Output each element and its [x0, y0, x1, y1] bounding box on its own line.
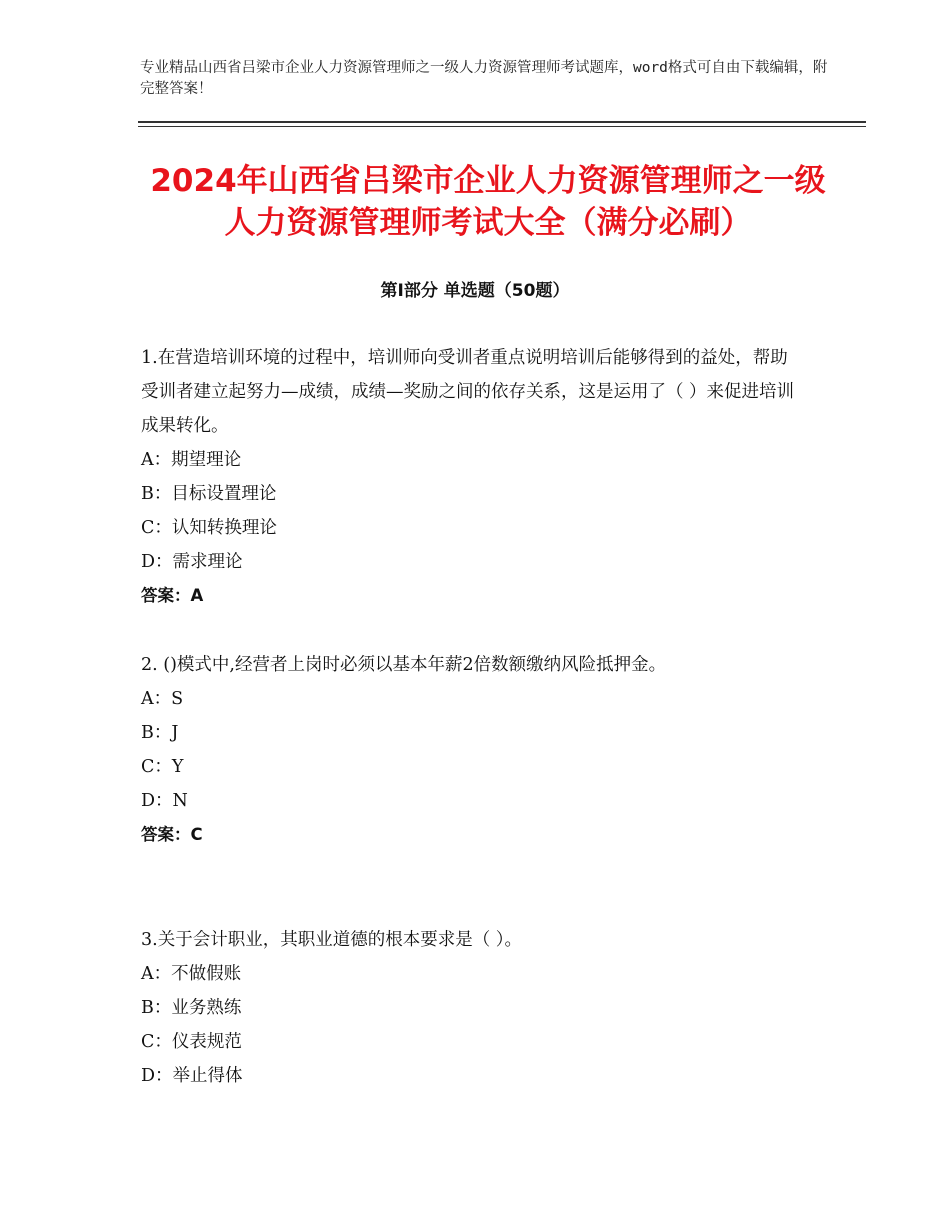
option-b: B：目标设置理论: [141, 484, 277, 504]
header-note: 专业精品山西省吕梁市企业人力资源管理师之一级人力资源管理师考试题库，word格式可自由下载编辑，附完整答案！: [140, 60, 828, 97]
option-c: C：仪表规范: [141, 1032, 242, 1052]
answer: 答案：A: [141, 586, 204, 605]
option-d: D：举止得体: [141, 1066, 243, 1086]
question-3: [141, 923, 801, 1093]
header-divider-thin: [138, 126, 866, 127]
option-d: D：需求理论: [141, 552, 243, 572]
option-b: B：业务熟练: [141, 998, 242, 1018]
section-heading: 第Ⅰ部分 单选题（50题）: [380, 281, 570, 301]
document-title: 2024年山西省吕梁市企业人力资源管理师之一级人力资源管理师考试大全（满分必刷）: [150, 163, 826, 241]
option-c: C：Y: [141, 757, 184, 777]
question-stem: 1.在营造培训环境的过程中，培训师向受训者重点说明培训后能够得到的益处，帮助受训者建立起努力—成绩，成绩—奖励之间的依存关系，这是运用了（ ）来促进培训成果转化。: [141, 348, 795, 436]
question-1: [141, 341, 801, 613]
option-a: A：期望理论: [141, 450, 242, 470]
option-a: A：S: [141, 689, 184, 709]
question-2: [141, 648, 801, 852]
question-stem: 3.关于会计职业，其职业道德的根本要求是（ ）。: [141, 930, 523, 950]
option-a: A：不做假账: [141, 964, 242, 984]
answer: 答案：C: [141, 825, 203, 844]
option-b: B：J: [141, 723, 179, 743]
question-stem: 2. ()模式中,经营者上岗时必须以基本年薪2倍数额缴纳风险抵押金。: [141, 655, 667, 675]
header-divider-thick: [138, 121, 866, 123]
option-c: C：认知转换理论: [141, 518, 277, 538]
option-d: D：N: [141, 791, 188, 811]
